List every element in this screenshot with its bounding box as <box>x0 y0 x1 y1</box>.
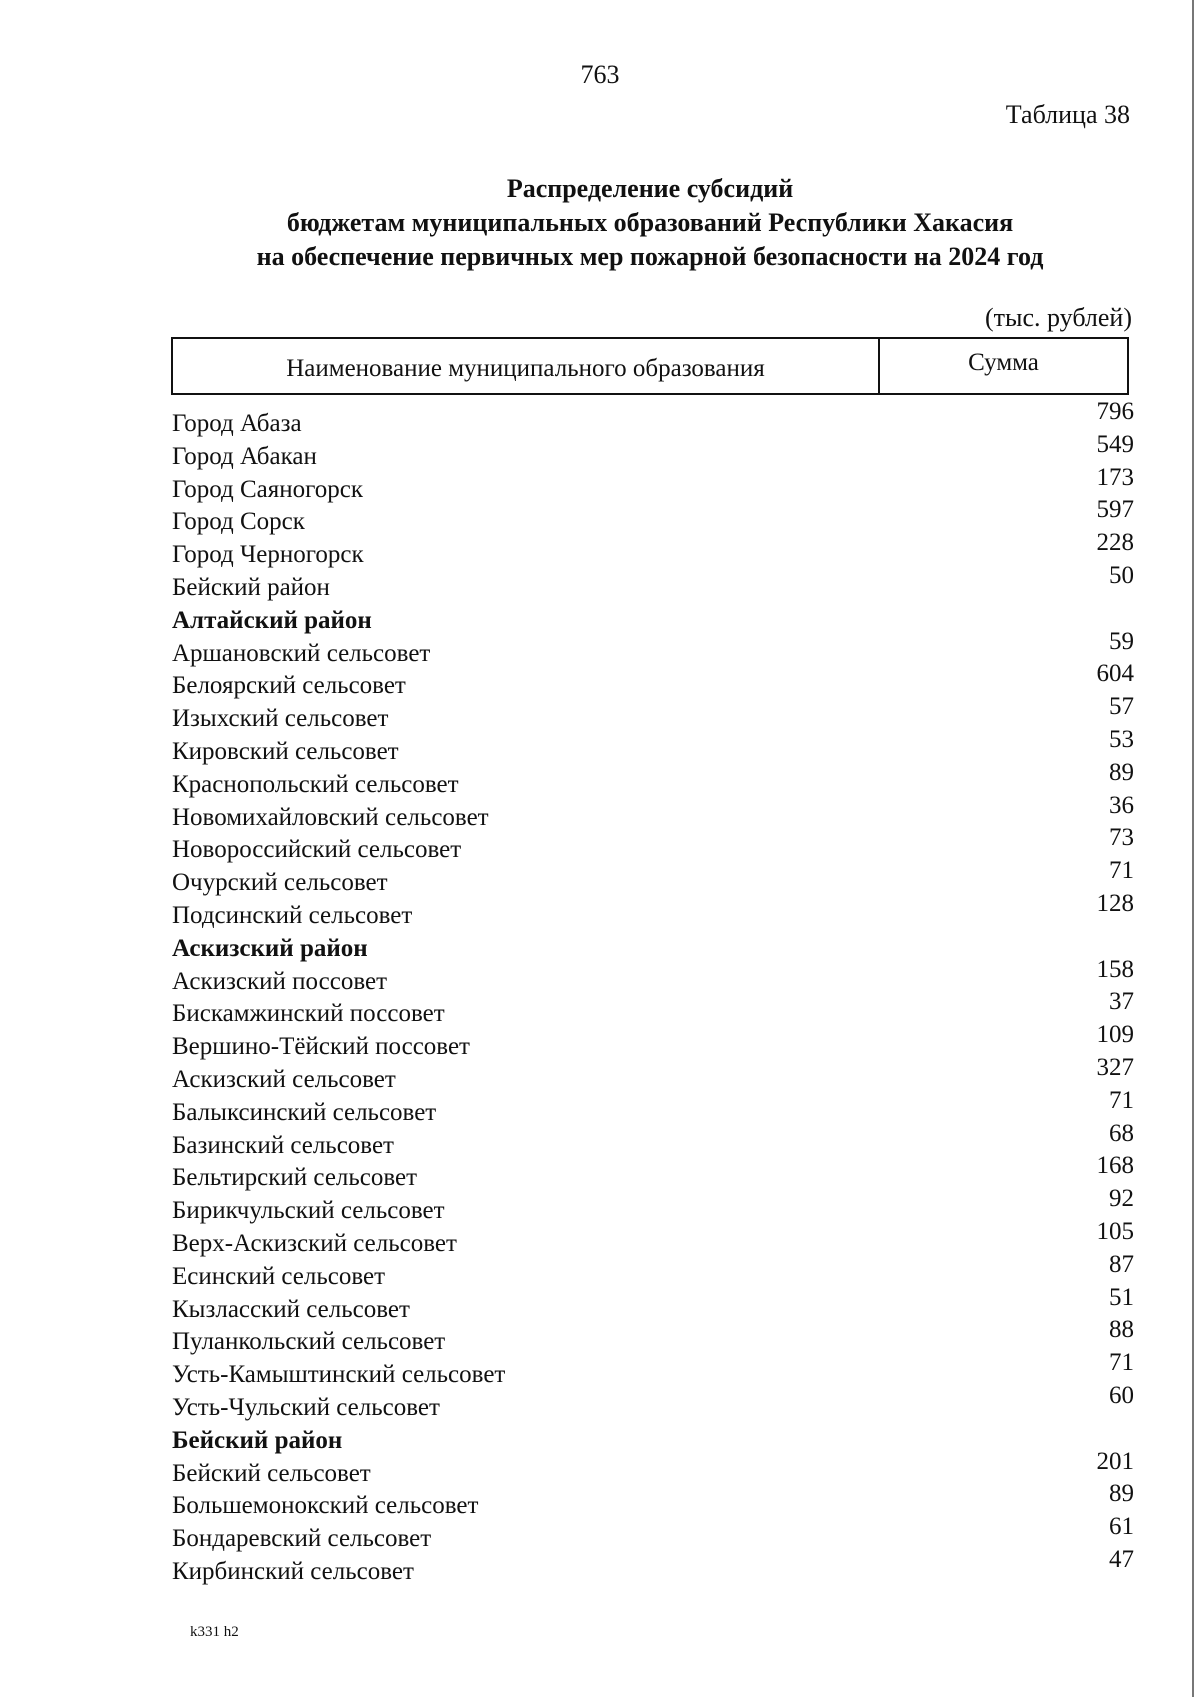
row-value: 173 <box>1096 463 1134 491</box>
table-row <box>172 1283 1134 1323</box>
title-line-1: Распределение субсидий <box>506 174 794 203</box>
table-row <box>172 561 1134 601</box>
row-value: 71 <box>1109 857 1134 885</box>
row-value: 796 <box>1096 398 1134 425</box>
row-value: 549 <box>1096 430 1134 458</box>
row-value: 168 <box>1096 1152 1134 1180</box>
row-name: Краснопольский сельсовет <box>172 770 459 798</box>
row-name: Верх-Аскизский сельсовет <box>172 1229 457 1257</box>
row-name: Бельтирский сельсовет <box>172 1164 418 1192</box>
table-row <box>172 1545 1134 1585</box>
table-row <box>172 824 1134 864</box>
table-row <box>172 1021 1134 1061</box>
row-name: Усть-Камыштинский сельсовет <box>172 1361 506 1389</box>
row-name: Балыксинский сельсовет <box>172 1098 437 1126</box>
row-value: 604 <box>1096 660 1134 688</box>
table-row <box>172 529 1134 569</box>
table-row <box>172 1447 1134 1487</box>
row-name: Бейский сельсовет <box>172 1459 371 1487</box>
table-group-row <box>172 929 1134 962</box>
table-row <box>172 725 1134 765</box>
footer-code: k331 h2 <box>190 1624 239 1640</box>
table-row <box>172 496 1134 536</box>
table-row <box>172 1152 1134 1192</box>
row-value: 57 <box>1109 693 1134 721</box>
table-row <box>172 1250 1134 1290</box>
document-title <box>150 172 1150 274</box>
table-header <box>171 337 1129 395</box>
row-value: 92 <box>1109 1185 1134 1213</box>
row-value: 158 <box>1096 955 1134 983</box>
page-edge-line <box>1192 0 1194 1697</box>
row-name: Алтайский район <box>172 606 372 634</box>
row-value: 47 <box>1109 1545 1134 1573</box>
row-name: Бейский район <box>172 1426 343 1454</box>
row-name: Бирикчульский сельсовет <box>172 1197 445 1225</box>
table-row <box>172 463 1134 503</box>
row-value: 68 <box>1109 1119 1134 1147</box>
row-name: Усть-Чульский сельсовет <box>172 1393 440 1421</box>
row-name: Бискамжинский поссовет <box>172 1000 445 1028</box>
row-name: Город Абаза <box>172 410 302 437</box>
table-row <box>172 1316 1134 1356</box>
row-value: 228 <box>1096 529 1134 557</box>
row-value: 105 <box>1096 1217 1134 1245</box>
table-row <box>172 758 1134 798</box>
table-row <box>172 1349 1134 1389</box>
row-value: 89 <box>1109 758 1134 786</box>
row-name: Бондаревский сельсовет <box>172 1525 432 1553</box>
header-sum-column: Сумма <box>968 349 1039 376</box>
table-row <box>172 1217 1134 1257</box>
row-name: Пуланкольский сельсовет <box>172 1328 446 1356</box>
row-name: Город Сорск <box>172 508 305 536</box>
row-value: 71 <box>1109 1086 1134 1114</box>
table-row <box>172 693 1134 733</box>
row-name: Базинский сельсовет <box>172 1131 394 1159</box>
table-row <box>172 1513 1134 1553</box>
table-row <box>172 1480 1134 1520</box>
table-row <box>172 791 1134 831</box>
row-name: Город Черногорск <box>172 541 364 569</box>
table-group-row <box>172 601 1134 634</box>
row-value: 53 <box>1109 725 1134 753</box>
row-value: 50 <box>1109 561 1134 589</box>
table-row <box>172 1185 1134 1225</box>
row-name: Большемонокский сельсовет <box>172 1492 479 1520</box>
table-row <box>172 857 1134 897</box>
table-row <box>172 430 1134 470</box>
table-body <box>172 398 1134 1585</box>
row-name: Кирбинский сельсовет <box>172 1557 414 1585</box>
row-name: Новомихайловский сельсовет <box>172 803 489 831</box>
title-line-2: бюджетам муниципальных образований Республики Хакасия <box>286 208 1014 237</box>
row-value: 109 <box>1096 1021 1134 1049</box>
row-name: Новороссийский сельсовет <box>172 836 462 864</box>
title-line-3: на обеспечение первичных мер пожарной безопасности на 2024 год <box>256 242 1044 271</box>
row-value: 61 <box>1109 1513 1134 1541</box>
row-value: 87 <box>1109 1250 1134 1278</box>
row-name: Есинский сельсовет <box>172 1262 386 1290</box>
row-value: 88 <box>1109 1316 1134 1344</box>
row-name: Изыхский сельсовет <box>172 705 389 733</box>
table-row <box>172 660 1134 700</box>
row-value: 36 <box>1109 791 1134 819</box>
row-value: 37 <box>1109 988 1134 1016</box>
row-name: Белоярский сельсовет <box>172 672 406 700</box>
header-name-column: Наименование муниципального образования <box>173 339 880 393</box>
table-row <box>172 1119 1134 1159</box>
row-name: Подсинский сельсовет <box>172 901 413 929</box>
row-value: 51 <box>1109 1283 1134 1311</box>
table-row <box>172 1086 1134 1126</box>
table-row <box>172 1381 1134 1421</box>
row-name: Кызласский сельсовет <box>172 1295 410 1323</box>
table-row <box>172 1053 1134 1093</box>
row-name: Аршановский сельсовет <box>172 639 431 667</box>
row-value: 73 <box>1109 824 1134 852</box>
row-value: 201 <box>1096 1447 1134 1475</box>
row-value: 60 <box>1109 1381 1134 1409</box>
row-name: Кировский сельсовет <box>172 737 399 765</box>
row-name: Аскизский сельсовет <box>172 1065 396 1093</box>
row-value: 327 <box>1096 1053 1134 1081</box>
row-name: Очурский сельсовет <box>172 869 388 897</box>
row-value: 89 <box>1109 1480 1134 1508</box>
row-value: 597 <box>1096 496 1134 524</box>
row-name: Бейский район <box>172 573 330 601</box>
table-row <box>172 889 1134 929</box>
units-label: (тыс. рублей) <box>984 303 1132 332</box>
table-group-row <box>172 1421 1134 1454</box>
table-label: Таблица 38 <box>1005 100 1130 129</box>
table-row <box>172 955 1134 995</box>
row-value: 59 <box>1109 627 1134 655</box>
row-name: Аскизский район <box>172 934 368 962</box>
row-name: Вершино-Тёйский поссовет <box>172 1033 470 1061</box>
table-row <box>172 627 1134 667</box>
row-name: Аскизский поссовет <box>172 967 388 995</box>
row-name: Город Саяногорск <box>172 475 364 503</box>
table-row <box>172 988 1134 1028</box>
table-row <box>172 398 1134 437</box>
row-value: 71 <box>1109 1349 1134 1377</box>
row-name: Город Абакан <box>172 442 317 470</box>
page-number: 763 <box>580 60 620 89</box>
row-value: 128 <box>1096 889 1134 917</box>
